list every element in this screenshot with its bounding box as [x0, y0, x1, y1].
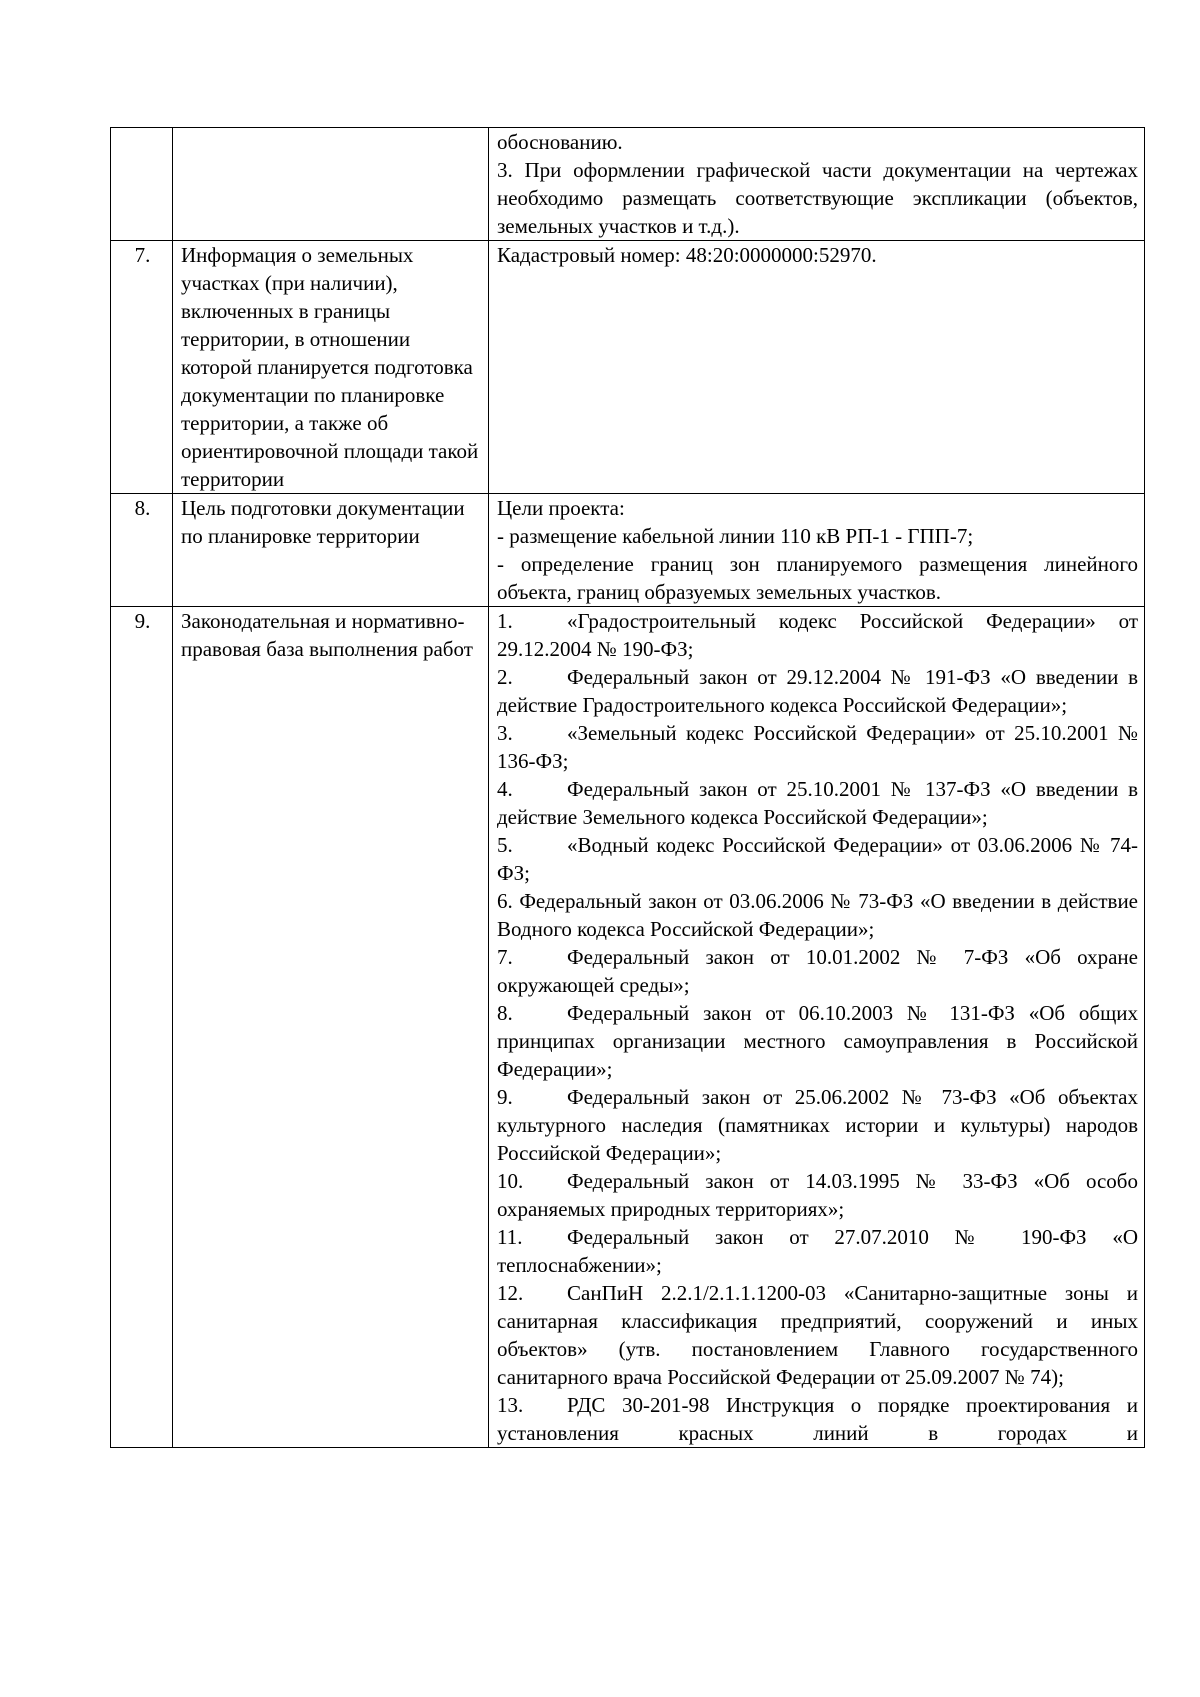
list-item: [497, 831, 1138, 887]
paragraph: - определение границ зон планируемого размещения линейного объекта, границ образуемых земельных участков.: [497, 552, 1138, 604]
list-item: [497, 1083, 1138, 1167]
list-item-text: Федеральный закон от 10.01.2002 № 7-ФЗ «Об охране окружающей среды»;: [497, 945, 1138, 997]
list-item-number: 10.: [497, 1169, 524, 1193]
row-number: 7.: [111, 241, 173, 494]
list-item: [497, 607, 1138, 663]
row-content: [489, 607, 1145, 1448]
list-item-text: Федеральный закон от 25.10.2001 № 137-ФЗ «О введении в действие Земельного кодекса Российской Федерации»;: [497, 777, 1138, 829]
list-item: [497, 663, 1138, 719]
row-label: Цель подготовки документации по планировке территории: [173, 494, 489, 607]
list-item-number: 13.: [497, 1393, 524, 1417]
document-table: [110, 127, 1145, 1448]
list-item-number: 11.: [497, 1225, 523, 1249]
list-item-text: «Водный кодекс Российской Федерации» от 03.06.2006 № 74-ФЗ;: [497, 833, 1138, 885]
list-item-text: Федеральный закон от 27.07.2010 № 190-ФЗ «О теплоснабжении»;: [497, 1225, 1138, 1277]
list-item-text: РДС 30-201-98 Инструкция о порядке проектирования и установления красных линий в городах и: [497, 1393, 1138, 1445]
list-item-text: СанПиН 2.2.1/2.1.1.1200-03 «Санитарно-защитные зоны и санитарная классификация предприятий, сооружений и иных объектов» (утв. постановлением Главного государственного санитарного врача Российской Федерации от 25.09.2007 № 74);: [497, 1281, 1138, 1389]
list-item-text: Федеральный закон от 03.06.2006 № 73-ФЗ «О введении в действие Водного кодекса Российской Федерации»;: [497, 889, 1139, 941]
list-item-number: 7.: [497, 945, 513, 969]
row-label: [173, 128, 489, 241]
table-row: [111, 241, 1145, 494]
row-label: Законодательная и нормативно-правовая база выполнения работ: [173, 607, 489, 1448]
table-row: [111, 607, 1145, 1448]
list-item-number: 5.: [497, 833, 513, 857]
list-item-number: 4.: [497, 777, 513, 801]
list-item: [497, 775, 1138, 831]
row-content: [489, 241, 1145, 494]
list-item-number: 9.: [497, 1085, 513, 1109]
list-item-text: Федеральный закон от 25.06.2002 № 73-ФЗ «Об объектах культурного наследия (памятниках истории и культуры) народов Российской Федерации»;: [497, 1085, 1138, 1165]
list-item: [497, 1391, 1138, 1447]
list-item: [497, 1167, 1138, 1223]
row-label: Информация о земельных участках (при наличии), включенных в границы территории, в отношении которой планируется подготовка документации по планировке территории, а также об ориентировочной площади такой территории: [173, 241, 489, 494]
row-number: 8.: [111, 494, 173, 607]
list-item-number: 2.: [497, 665, 513, 689]
paragraph: 3. При оформлении графической части документации на чертежах необходимо размещать соответствующие экспликации (объектов, земельных участков и т.д.).: [497, 158, 1138, 238]
list-item-number: 12.: [497, 1281, 524, 1305]
list-item-number: 1.: [497, 609, 513, 633]
row-content: [489, 494, 1145, 607]
table-row: [111, 128, 1145, 241]
list-item-text: Федеральный закон от 29.12.2004 № 191-ФЗ «О введении в действие Градостроительного кодекса Российской Федерации»;: [497, 665, 1138, 717]
list-item: [497, 1223, 1138, 1279]
list-item-text: Федеральный закон от 06.10.2003 № 131-ФЗ «Об общих принципах организации местного самоуправления в Российской Федерации»;: [497, 1001, 1138, 1081]
row-number: 9.: [111, 607, 173, 1448]
list-item-text: «Градостроительный кодекс Российской Федерации» от 29.12.2004 № 190-ФЗ;: [497, 609, 1138, 661]
paragraph: Цели проекта:: [497, 496, 625, 520]
list-item-number: 3.: [497, 721, 513, 745]
list-item-text: Федеральный закон от 14.03.1995 № 33-ФЗ «Об особо охраняемых природных территориях»;: [497, 1169, 1138, 1221]
list-item-number: 8.: [497, 1001, 513, 1025]
row-number: [111, 128, 173, 241]
list-item: [497, 887, 1138, 943]
list-item: [497, 943, 1138, 999]
paragraph: - размещение кабельной линии 110 кВ РП-1 - ГПП-7;: [497, 524, 974, 548]
table-row: [111, 494, 1145, 607]
list-item: [497, 719, 1138, 775]
row-content: [489, 128, 1145, 241]
list-item: [497, 1279, 1138, 1391]
list-item-text: «Земельный кодекс Российской Федерации» от 25.10.2001 № 136-ФЗ;: [497, 721, 1138, 773]
list-item: [497, 999, 1138, 1083]
list-item-number: 6.: [497, 889, 513, 913]
cadastral-number: Кадастровый номер: 48:20:0000000:52970.: [497, 243, 877, 267]
paragraph: обоснованию.: [497, 130, 623, 154]
